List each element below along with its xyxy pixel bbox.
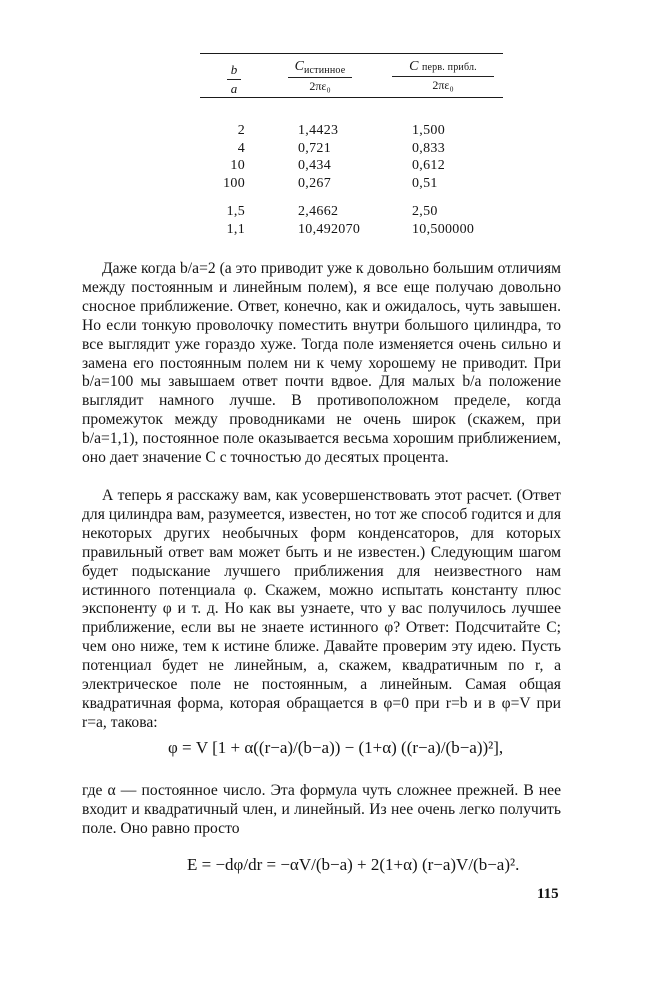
paragraph-2-block [82,487,561,733]
equation-potential: φ = V [1 + α((r−a)/(b−a)) − (1+α) ((r−a)/(b−a))²], [168,738,504,757]
header-c1-symbol: C [294,59,304,74]
cell-ratio: 1,1 [226,222,245,237]
cell-approx: 10,500000 [412,222,475,237]
paragraph-2: А теперь я расскажу вам, как усовершенствовать этот расчет. (Ответ для цилиндра вам, разумеется, известен, но тот же способ годится и для некоторых других необычных форм конденсаторов, для которых правильный ответ вам может быть и не известен.) Следующим шагом будет подыскание лучшего приближения для неизвестного нам истинного потенциала φ. Скажем, можно испытать константу плюс экспоненту φ и т. д. Но как вы узнаете, что у вас получилось лучшее приближение, если вы не знаете истинного φ? Ответ: Подсчитайте C; чем оно ниже, тем к истине ближе. Давайте проверим эту идею. Пусть потенциал будет не линейным, а, скажем, квадратичным по r, а электрическое поле не постоянным, а линейным. Самая общая квадратичная форма, которая обращается в φ=0 при r=b и в φ=V при r=a, такова: [82,487,561,731]
header-ratio-num: b [227,62,241,80]
header-ratio [227,62,241,97]
header-approx-capacitance [392,59,494,93]
cell-true: 0,267 [298,175,331,191]
cell-true: 0,721 [298,140,331,156]
table-row [200,141,503,159]
cell-true: 1,4423 [298,123,339,138]
cell-approx: 0,833 [412,140,445,156]
header-c1-subscript: истинное [303,65,346,76]
table-row [200,123,503,141]
table-row [200,176,503,194]
cell-ratio: 100 [223,175,245,191]
cell-ratio: 1,5 [226,204,245,219]
paragraph-3: где α — постоянное число. Эта формула чуть сложнее прежней. В нее входит и квадратичный член, и линейный. Из нее очень легко получить поле. Оно равно просто [82,782,561,837]
cell-approx: 1,500 [412,123,445,138]
page-number: 115 [537,886,559,902]
cell-ratio: 4 [237,140,245,156]
header-c1-den: 2πε₀ [309,79,331,93]
table-row [200,204,503,222]
cell-approx: 0,612 [412,158,445,173]
header-ratio-den: a [230,81,238,96]
table-row [200,158,503,176]
header-true-capacitance [288,59,352,94]
header-c2-subscript: перв. прибл. [421,62,477,73]
paragraph-1-block [82,260,561,468]
table-row [200,222,503,240]
cell-approx: 0,51 [412,175,438,191]
header-c2-den: 2πε₀ [432,78,454,92]
paragraph-3-block [82,782,561,839]
table-top-rule [200,53,503,54]
cell-true: 10,492070 [298,222,361,237]
cell-true: 2,4662 [298,204,339,219]
header-c2-symbol: C [409,59,419,74]
table-header-rule [200,97,503,98]
cell-ratio: 10 [230,158,245,173]
cell-approx: 2,50 [412,204,438,219]
cell-true: 0,434 [298,158,331,173]
cell-ratio: 2 [237,123,245,138]
equation-field: E = −dφ/dr = −αV/(b−a) + 2(1+α) (r−a)V/(b−a)². [187,855,520,874]
paragraph-1: Даже когда b/a=2 (а это приводит уже к довольно большим отличиям между постоянным и линейным полем), я все еще получаю довольно сносное приближение. Ответ, конечно, как и ожидалось, чуть завышен. Но если тонкую проволочку поместить внутри большого цилиндра, то все выглядит уже гораздо хуже. Тогда поле изменяется очень сильно и замена его постоянным полем ни к чему хорошему не приводит. При b/a=100 мы завышаем ответ почти вдвое. Для малых b/a положение выглядит намного лучше. В противоположном пределе, когда промежуток между проводниками не очень широк (скажем, при b/a=1,1), постоянное поле оказывается весьма хорошим приближением, оно дает значение C с точностью до десятых процента. [82,260,561,467]
